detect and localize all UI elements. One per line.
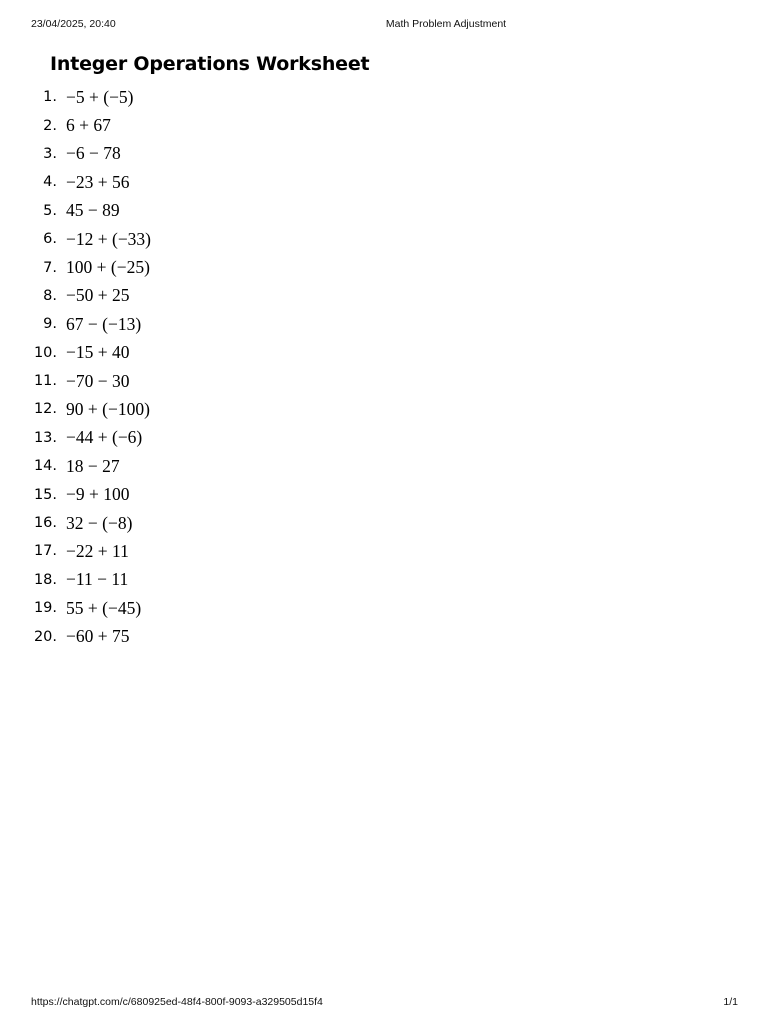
problem-item [0,509,151,537]
print-datetime: 23/04/2025, 20:40 [31,18,116,30]
problem-item [0,594,151,622]
print-document-title: Math Problem Adjustment [385,18,507,30]
problem-expression: 90 + (−100) [66,398,150,419]
problem-number: 3. [43,145,57,162]
problem-expression: −50 + 25 [66,285,130,306]
problem-item [0,83,151,111]
problem-number: 2. [43,117,57,134]
problem-item [0,197,151,225]
problem-item [0,395,151,423]
problem-number: 8. [43,287,57,304]
problem-item [0,566,151,594]
problem-item [0,111,151,139]
problem-expression: −9 + 100 [66,484,130,505]
print-page-indicator: 1/1 [723,996,738,1008]
problem-item [0,537,151,565]
problem-expression: 6 + 67 [66,115,111,136]
print-url[interactable]: https://chatgpt.com/c/680925ed-48f4-800f-9093-a329505d15f4 [31,996,323,1008]
problem-number: 7. [43,259,57,276]
problem-item [0,140,151,168]
problem-expression: −12 + (−33) [66,228,152,249]
problem-number: 4. [43,174,57,191]
worksheet-title: Integer Operations Worksheet [50,53,370,75]
problem-number: 14. [33,458,57,475]
problem-item [0,424,151,452]
problem-expression: −5 + (−5) [66,86,134,107]
problem-expression: 45 − 89 [66,200,120,221]
problem-expression: 32 − (−8) [66,512,133,533]
problem-number: 10. [33,344,57,361]
problem-number: 5. [43,202,57,219]
problem-expression: −22 + 11 [66,540,129,561]
problem-number: 19. [33,600,57,617]
problem-expression: −15 + 40 [66,342,130,363]
problem-expression: 67 − (−13) [66,313,142,334]
problem-number: 12. [33,401,57,418]
problem-number: 1. [43,89,57,106]
problem-item [0,452,151,480]
problem-number: 18. [33,571,57,588]
problem-item [0,168,151,196]
problem-item [0,253,151,281]
problem-number: 13. [33,429,57,446]
problem-number: 6. [43,231,57,248]
problem-expression: −6 − 78 [66,143,121,164]
problem-expression: 55 + (−45) [66,597,142,618]
problem-number: 9. [43,316,57,333]
problem-number: 15. [33,486,57,503]
problem-item [0,367,151,395]
problem-item [0,339,151,367]
problem-number: 17. [33,543,57,560]
problem-expression: −11 − 11 [66,569,129,590]
problem-expression: 18 − 27 [66,455,120,476]
problem-list [0,83,151,651]
problem-expression: −70 − 30 [66,370,130,391]
problem-expression: −44 + (−6) [66,427,143,448]
problem-item [0,225,151,253]
problem-expression: −23 + 56 [66,171,130,192]
problem-expression: 100 + (−25) [66,257,150,278]
problem-item [0,310,151,338]
problem-expression: −60 + 75 [66,626,130,647]
problem-item [0,622,151,650]
problem-number: 16. [33,515,57,532]
problem-item [0,480,151,508]
problem-number: 20. [33,628,57,645]
problem-number: 11. [33,373,57,390]
problem-item [0,282,151,310]
